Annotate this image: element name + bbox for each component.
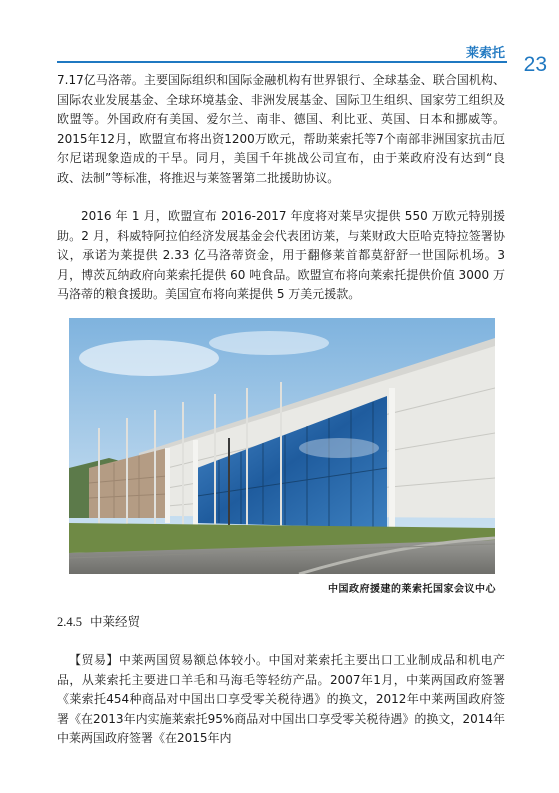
photo-caption: 中国政府援建的莱索托国家会议中心 (328, 584, 496, 595)
section-title: 中莱经贸 (90, 614, 141, 629)
page-number: 23 (523, 53, 547, 76)
section-heading (57, 612, 140, 630)
section-number: 2.4.5 (57, 615, 82, 629)
paragraph-aid-organizations: 7.17亿马洛蒂。主要国际组织和国际金融机构有世界银行、全球基金、联合国机构、国际农业发展基金、全球环境基金、非洲发展基金、国际卫生组织、国家劳工组织及欧盟等。外国政府有美国、爱尔兰、南非、德国、利比亚、英国、日本和挪威等。2015年12月，欧盟宣布将出资1200万欧元，帮助莱索托等7个南部非洲国家抗击厄尔尼诺现象造成的干旱。同月，美国千年挑战公司宣布，由于莱政府没有达到“良政、法制”等标准，将推迟与莱签署第二批援助协议。 (57, 73, 505, 185)
running-header-title: 莱索托 (465, 46, 505, 61)
paragraph-trade: 【贸易】中莱两国贸易额总体较小。中国对莱索托主要出口工业制成品和机电产品，从莱索托主要进口羊毛和马海毛等轻纺产品。2007年1月，中莱两国政府签署《莱索托454种商品对中国出口享受零关税待遇》的换文，2012年中莱两国政府签署《在2013年内实施莱索托95%商品对中国出口享受零关税待遇》的换文，2014年中莱两国政府签署《在2015年内 (57, 653, 505, 746)
paragraph-2016-aid: 2016 年 1 月，欧盟宣布 2016-2017 年度将对莱旱灾提供 550 万欧元特别援助。2 月，科威特阿拉伯经济发展基金会代表团访莱，与莱财政大臣哈克特拉签署协议，承诺为莱提供 2.33 亿马洛蒂资金，用于翻修莱首都莫舒舒一世国际机场。3 月，博茨瓦纳政府向莱索托提供 60 吨食品。欧盟宣布将向莱索托提供价值 3000 万马洛蒂的粮食援助。美国宣布将向莱提供 5 万美元援款。 (57, 209, 505, 302)
header-rule (57, 61, 507, 63)
conference-center-photo (69, 318, 495, 574)
